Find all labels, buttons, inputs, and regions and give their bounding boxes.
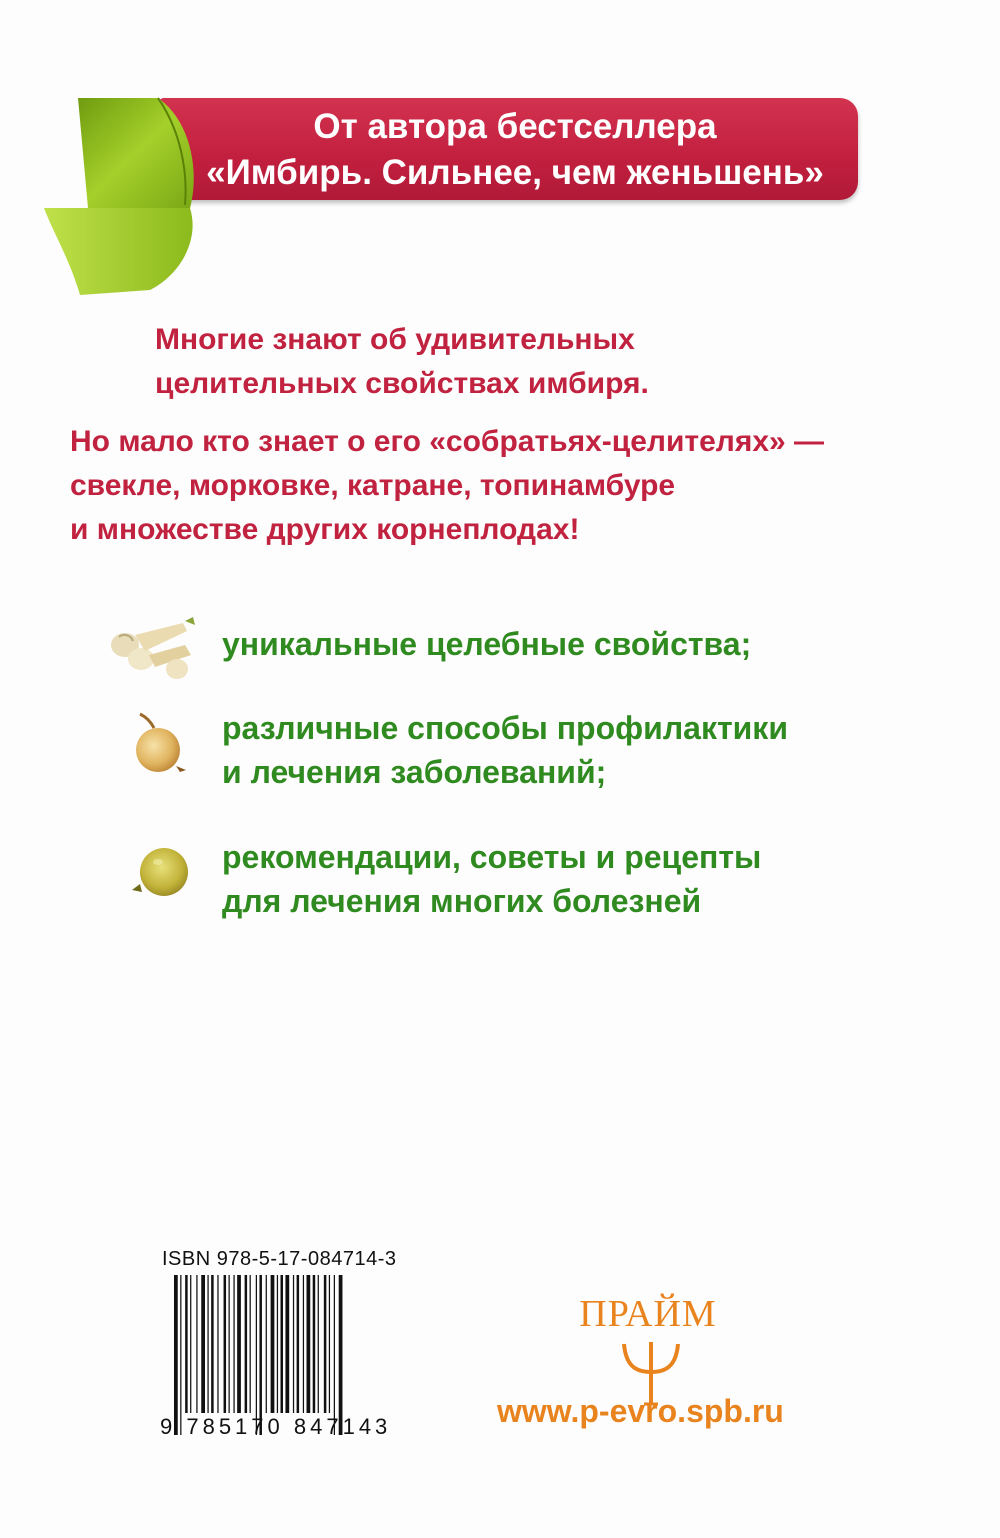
onion-icon	[130, 712, 190, 777]
intro-paragraph-1	[155, 318, 649, 406]
barcode-bar	[313, 1275, 316, 1413]
intro-line-4: свекле, морковке, катране, топинамбуре	[70, 469, 676, 502]
barcode-bar	[334, 1275, 335, 1435]
barcode-bar	[307, 1275, 311, 1413]
barcode-bar	[196, 1275, 197, 1413]
barcode-bar	[201, 1275, 205, 1413]
barcode-bar	[256, 1275, 257, 1435]
barcode-bar	[174, 1275, 178, 1435]
barcode-bar	[250, 1275, 251, 1413]
parsnip-icon	[105, 615, 200, 685]
feature-text: и лечения заболеваний;	[222, 754, 607, 790]
banner-line-2: «Имбирь. Сильнее, чем женьшень»	[206, 153, 824, 192]
feature-text: различные способы профилактики	[222, 710, 788, 746]
banner-line-1: От автора бестселлера	[313, 107, 717, 146]
barcode-bar	[285, 1275, 289, 1413]
publisher-website-link[interactable]: www.p-evro.spb.ru	[497, 1393, 784, 1429]
barcode-bar	[293, 1275, 294, 1413]
publisher-logo: ПРАЙМ	[579, 1293, 717, 1335]
barcode-bar	[229, 1275, 230, 1413]
feature-text: для лечения многих болезней	[222, 883, 702, 919]
barcode-bar	[207, 1275, 208, 1413]
barcode-bar	[180, 1275, 181, 1435]
barcode-bar	[303, 1275, 304, 1413]
barcode-bar	[324, 1275, 327, 1413]
barcode-bar	[277, 1275, 278, 1413]
barcode-bar	[233, 1275, 234, 1413]
feature-text: уникальные целебные свойства;	[222, 626, 752, 662]
turnip-icon	[130, 840, 195, 905]
barcode-bar	[297, 1275, 300, 1413]
feature-item-2	[222, 706, 788, 794]
intro-line-5: и множестве других корнеплодах!	[70, 513, 580, 546]
barcode-bar	[245, 1275, 248, 1413]
barcode-bar	[271, 1275, 275, 1413]
intro-line-3: Но мало кто знает о его «собратьях-целителях» —	[70, 425, 825, 458]
barcode-bar	[259, 1275, 262, 1435]
intro-line-1: Многие знают об удивительных	[155, 323, 635, 356]
author-banner	[40, 90, 870, 305]
isbn-label: ISBN 978-5-17-084714-3	[162, 1248, 397, 1270]
barcode-bar	[318, 1275, 319, 1413]
barcode-bar	[329, 1275, 330, 1413]
banner-text	[190, 104, 840, 196]
barcode-bar	[211, 1275, 214, 1413]
barcode-bar	[217, 1275, 218, 1413]
feature-item-3	[222, 835, 761, 923]
intro-paragraph-2	[70, 420, 824, 552]
barcode-bar	[266, 1275, 267, 1413]
barcode-bar	[237, 1275, 241, 1413]
barcode-bar	[185, 1275, 188, 1413]
barcode-digits: 9 785170 847143	[160, 1414, 392, 1439]
barcode-bar	[224, 1275, 227, 1413]
barcode-bar	[281, 1275, 284, 1413]
barcode-bar	[190, 1275, 191, 1413]
intro-line-2: целительных свойствах имбиря.	[155, 367, 649, 400]
feature-text: рекомендации, советы и рецепты	[222, 839, 762, 875]
feature-item-1	[222, 622, 751, 666]
barcode-bar	[339, 1275, 343, 1435]
